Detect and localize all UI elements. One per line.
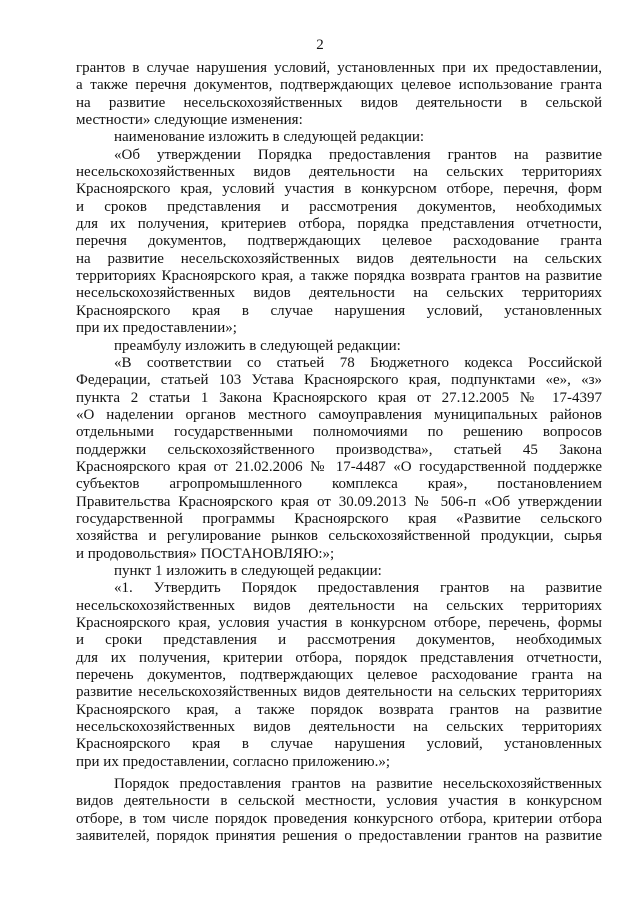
document-text	[76, 60, 602, 845]
text-line: «1. Утвердить Порядок предоставления грантов на развитие	[114, 580, 602, 597]
text-line: территориях Красноярского края, а также порядка возврата грантов на развитие	[76, 268, 602, 285]
text-line: и сроки представления и рассмотрения документов, необходимых	[76, 632, 602, 649]
text-line: «Об утверждении Порядка предоставления грантов на развитие	[114, 146, 602, 163]
text-line: на развитие несельскохозяйственных видов деятельности в сельской	[76, 94, 602, 111]
text-line: для их получения, критерии отбора, порядок представления отчетности,	[76, 649, 602, 666]
text-line: субъектов агропромышленного комплекса края», постановлением	[76, 476, 602, 493]
text-line: развитие несельскохозяйственных видов деятельности на сельских территориях	[76, 684, 602, 701]
text-line: и продовольствия» ПОСТАНОВЛЯЮ:»;	[76, 545, 335, 562]
text-line: преамбулу изложить в следующей редакции:	[114, 337, 401, 354]
text-line: Красноярского края, а также порядок возврата грантов на развитие	[76, 701, 602, 718]
text-line: несельскохозяйственных видов деятельности на сельских территориях	[76, 164, 602, 181]
text-line: несельскохозяйственных видов деятельности на сельских территориях	[76, 285, 602, 302]
text-line: и сроков представления и рассмотрения документов, необходимых	[76, 198, 602, 215]
text-line: Красноярского края в случае нарушения условий, установленных	[76, 302, 602, 319]
text-line: отдельными государственными полномочиями по решению вопросов	[76, 424, 602, 441]
text-line: Красноярского края, условий участия в конкурсном отборе, перечня, форм	[76, 181, 602, 198]
text-line: пункт 1 изложить в следующей редакции:	[114, 562, 382, 579]
text-line: а также перечня документов, подтверждающих целевое использование гранта	[76, 77, 602, 94]
text-line: поддержки сельскохозяйственного производства», статьей 45 Закона	[76, 441, 602, 458]
text-line: «О наделении органов местного самоуправления муниципальных районов	[76, 406, 602, 423]
text-line: Правительства Красноярского края от 30.09.2013 № 506-п «Об утверждении	[76, 493, 602, 510]
text-line: на развитие несельскохозяйственных видов деятельности на сельских	[76, 250, 602, 267]
text-line: Порядок предоставления грантов на развитие несельскохозяйственных	[114, 776, 602, 793]
text-line: пункта 2 статьи 1 Закона Красноярского края от 27.12.2005 № 17-4397	[76, 389, 602, 406]
text-line: при их предоставлении»;	[76, 320, 237, 337]
text-line: Красноярского края в случае нарушения условий, установленных	[76, 736, 602, 753]
text-line: грантов в случае нарушения условий, установленных при их предоставлении,	[76, 60, 602, 76]
page-number: 2	[316, 37, 324, 53]
text-line: местности» следующие изменения:	[76, 112, 303, 129]
text-line: Федерации, статьей 103 Устава Красноярского края, подпунктами «е», «з»	[76, 372, 602, 389]
text-line: видов деятельности в сельской местности, условия участия в конкурсном	[76, 793, 602, 810]
text-line: при их предоставлении, согласно приложению.»;	[76, 753, 391, 770]
text-line: заявителей, порядок принятия решения о предоставлении грантов на развитие	[76, 828, 602, 845]
text-line: Красноярского края, условия участия в конкурсном отборе, перечень, формы	[76, 615, 602, 631]
text-line: для их получения, критериев отбора, порядка представления отчетности,	[76, 216, 602, 233]
text-line: несельскохозяйственных видов деятельности на сельских территориях	[76, 719, 602, 736]
text-line: Красноярского края от 21.02.2006 № 17-4487 «О государственной поддержке	[76, 458, 602, 475]
text-line: государственной программы Красноярского края «Развитие сельского	[76, 510, 602, 527]
text-line: несельскохозяйственных видов деятельности на сельских территориях	[76, 597, 602, 614]
text-line: хозяйства и регулирование рынков сельскохозяйственной продукции, сырья	[76, 528, 602, 545]
text-line: наименование изложить в следующей редакции:	[114, 129, 425, 146]
text-line: перечня документов, подтверждающих целевое расходование гранта	[76, 233, 602, 250]
text-line: отборе, в том числе порядок проведения конкурсного отбора, критерии отбора	[76, 810, 602, 827]
text-line: «В соответствии со статьей 78 Бюджетного кодекса Российской	[114, 354, 602, 371]
text-line: перечень документов, подтверждающих целевое расходование гранта на	[76, 667, 602, 684]
